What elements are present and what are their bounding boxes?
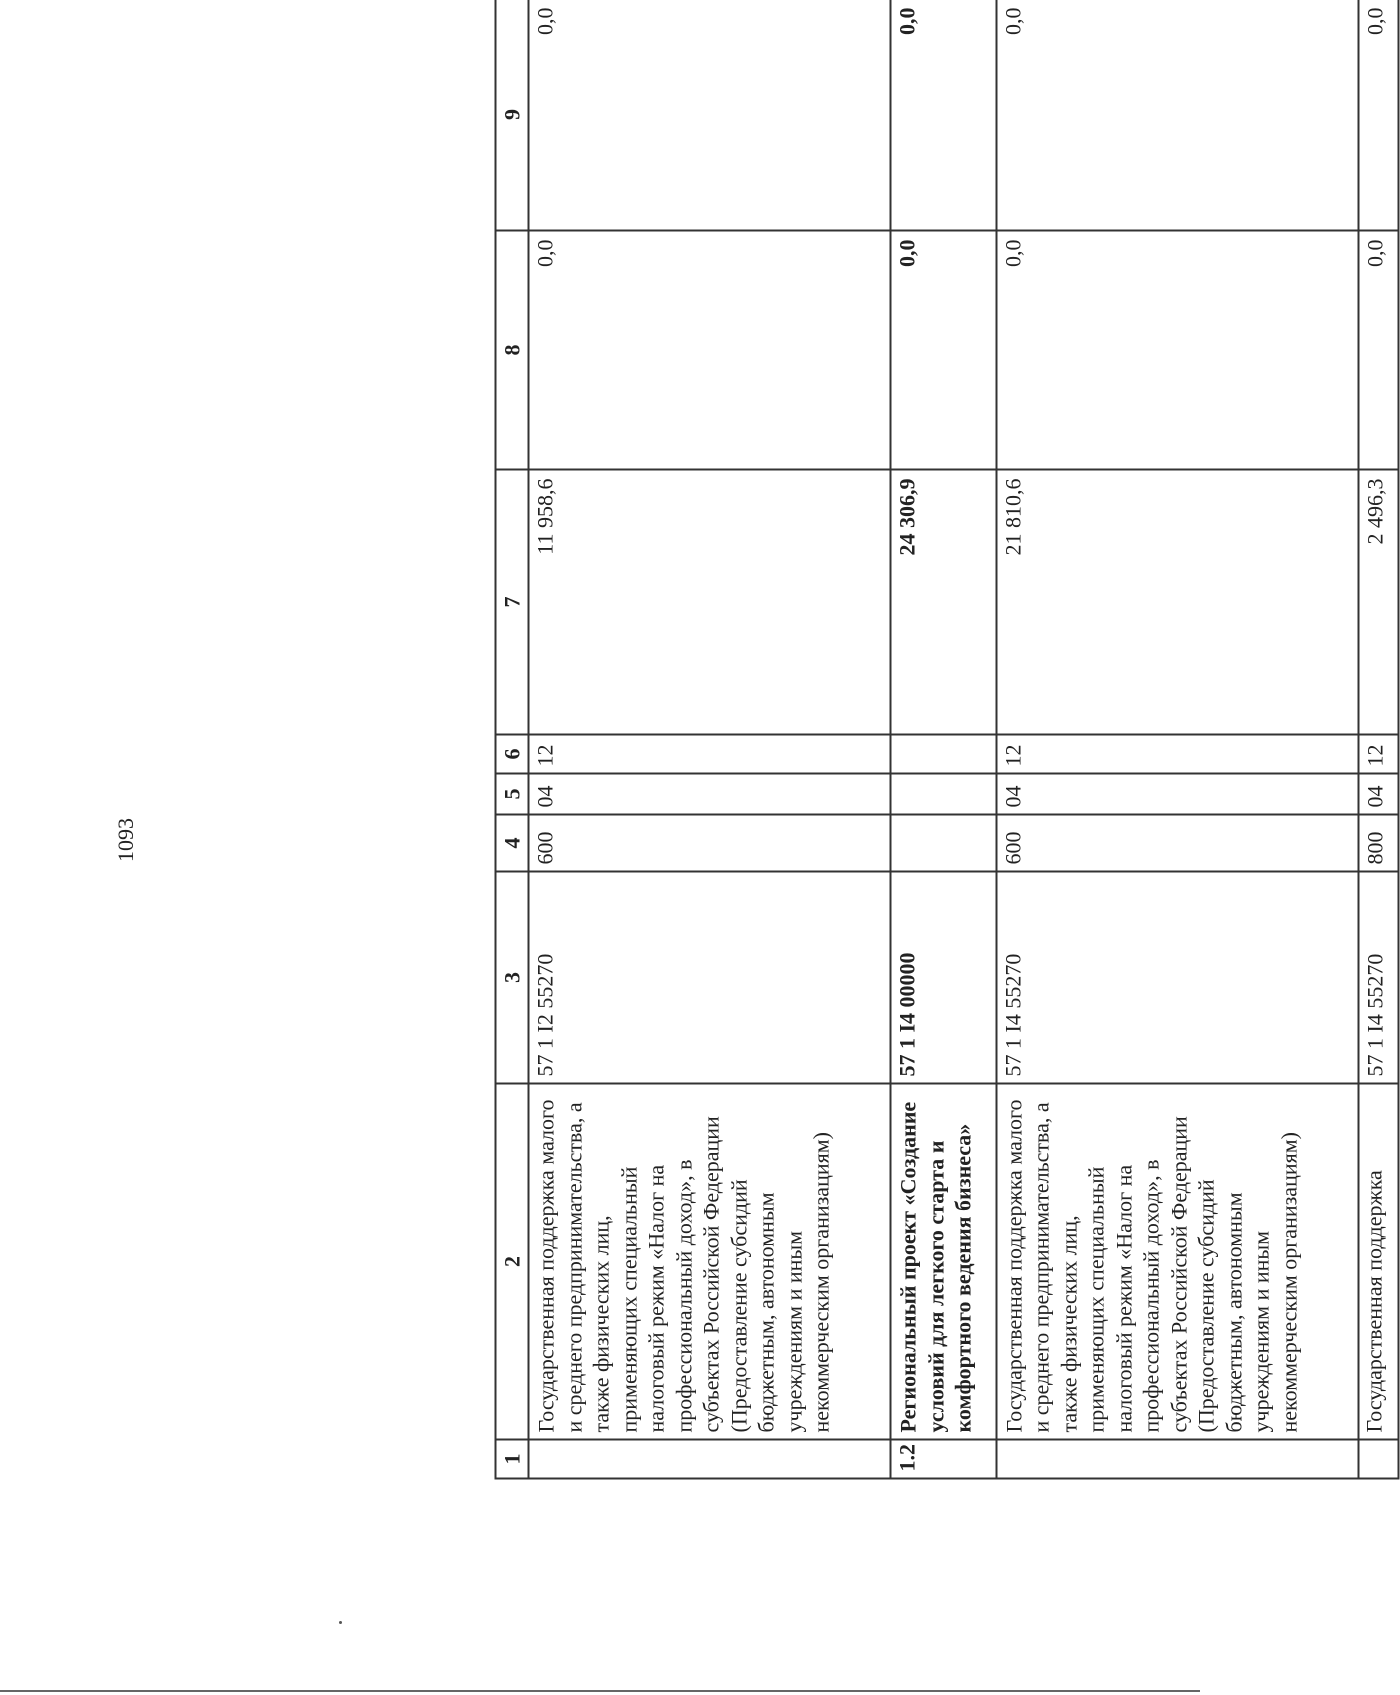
subsection-cell: 12 — [529, 735, 891, 774]
column-header: 8 — [496, 231, 529, 470]
row-number-cell — [529, 1440, 891, 1479]
row-name-cell: Государственная поддержка малого и среднего предпринимательства, а также физических лиц, применяющих специальный налоговый режим «Налог на профессиональный доход», в субъектах Российской Федерации (Предоставление субсидий бюджетным, автономным учреждениям и иным некоммерческим организациям) — [996, 1084, 1358, 1440]
target-code-cell: 57 1 I4 55270 — [1359, 872, 1399, 1084]
table-row — [996, 0, 1358, 1479]
expense-type-cell: 600 — [996, 815, 1358, 872]
target-code-cell: 57 1 I2 55270 — [529, 872, 891, 1084]
amount-cell: 0,0 — [529, 0, 891, 231]
target-code-cell: 57 1 I4 55270 — [996, 872, 1358, 1084]
expense-type-cell: 600 — [529, 815, 891, 872]
page-number: 1093 — [113, 818, 138, 862]
table-row — [1359, 0, 1399, 1479]
row-name-cell: Государственная поддержка — [1359, 1084, 1399, 1440]
amount-cell: 0,0 — [996, 0, 1358, 231]
amount-cell: 2 496,3 — [1359, 470, 1399, 735]
target-code-cell: 57 1 I4 00000 — [891, 872, 997, 1084]
column-header: 6 — [496, 735, 529, 774]
amount-cell: 24 306,9 — [891, 470, 997, 735]
section-cell: 04 — [996, 774, 1358, 815]
row-name-cell: Региональный проект «Создание условий для легкого старта и комфортного ведения бизнеса» — [891, 1084, 997, 1440]
amount-cell: 21 810,6 — [996, 470, 1358, 735]
section-cell — [891, 774, 997, 815]
row-number-cell: 1.2 — [891, 1440, 997, 1479]
column-header: 9 — [496, 0, 529, 231]
subsection-cell: 12 — [1359, 735, 1399, 774]
column-header: 7 — [496, 470, 529, 735]
column-header: 3 — [496, 872, 529, 1084]
amount-cell: 0,0 — [1359, 231, 1399, 470]
section-cell: 04 — [1359, 774, 1399, 815]
section-cell: 04 — [529, 774, 891, 815]
expense-type-cell — [891, 815, 997, 872]
row-name-cell: Государственная поддержка малого и среднего предпринимательства, а также физических лиц, применяющих специальный налоговый режим «Налог на профессиональный доход», в субъектах Российской Федерации (Предоставление субсидий бюджетным, автономным учреждениям и иным некоммерческим организациям) — [529, 1084, 891, 1440]
row-number-cell — [1359, 1440, 1399, 1479]
row-number-cell — [996, 1440, 1358, 1479]
column-header: 5 — [496, 774, 529, 815]
subsection-cell — [891, 735, 997, 774]
table-row — [529, 0, 891, 1479]
column-header: 1 — [496, 1440, 529, 1479]
amount-cell: 0,0 — [996, 231, 1358, 470]
column-header: 4 — [496, 815, 529, 872]
subsection-cell: 12 — [996, 735, 1358, 774]
header-row — [496, 0, 529, 1479]
amount-cell: 11 958,6 — [529, 470, 891, 735]
amount-cell: 0,0 — [891, 0, 997, 231]
page-bottom-rule — [0, 1690, 1200, 1692]
amount-cell: 0,0 — [891, 231, 997, 470]
budget-table-container — [495, 0, 1400, 1480]
amount-cell: 0,0 — [529, 231, 891, 470]
expense-type-cell: 800 — [1359, 815, 1399, 872]
budget-table — [495, 0, 1400, 1480]
scan-speck — [339, 1621, 342, 1624]
table-row — [891, 0, 997, 1479]
amount-cell: 0,0 — [1359, 0, 1399, 231]
column-header: 2 — [496, 1084, 529, 1440]
